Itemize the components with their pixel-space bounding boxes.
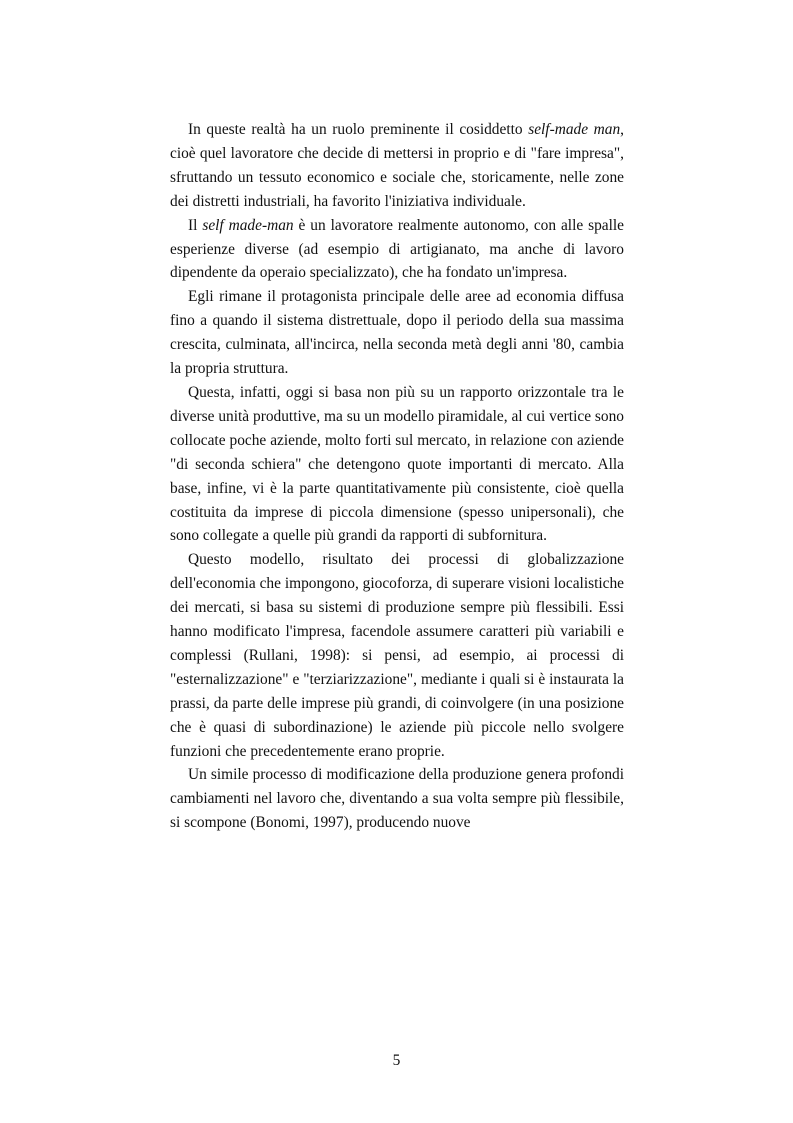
paragraph <box>170 214 624 286</box>
paragraph-text: Il <box>188 216 203 234</box>
paragraph <box>170 763 624 835</box>
italic-term: self-made man <box>528 121 621 138</box>
paragraph-text: Egli rimane il protagonista principale delle aree ad economia diffusa fino a quando il sistema distrettuale, dopo il periodo della sua massima crescita, culminata, all'incirca, nella seconda metà degli anni '80, cambia la propria struttura. <box>170 288 624 378</box>
paragraph-text: Un simile processo di modificazione della produzione genera profondi cambiamenti nel lavoro che, diventando a sua volta sempre più flessibile, si scompone (Bonomi, 1997), producendo nuove <box>170 766 624 832</box>
paragraph-text: Questo modello, risultato dei processi di globalizzazione dell'economia che impongono, giocoforza, di superare visioni localistiche dei mercati, si basa su sistemi di produzione sempre più flessibili. Essi hanno modificato l'impresa, facendole assumere caratteri più variabili e complessi (Rullani, 1998): si pensi, ad esempio, ai processi di "esternalizzazione" e "terziarizzazione", mediante i quali si è instaurata la prassi, da parte delle imprese più grandi, di coinvolgere (in una posizione che è quasi di subordinazione) le aziende più piccole nello svolgere funzioni che precedentemente erano proprie. <box>170 551 624 760</box>
page-number: 5 <box>392 1052 401 1069</box>
paragraph <box>170 285 624 381</box>
paragraph <box>170 118 624 214</box>
paragraph-text: è un lavoratore realmente autonomo, con alle spalle esperienze diverse (ad esempio di artigianato, ma anche di lavoro dipendente da operaio specializzato), che ha fondato un'impresa. <box>170 216 624 282</box>
paragraph-text: In queste realtà ha un ruolo preminente il cosiddetto <box>188 121 529 138</box>
paragraph-text: Questa, infatti, oggi si basa non più su un rapporto orizzontale tra le diverse unità produttive, ma su un modello piramidale, al cui vertice sono collocate poche aziende, molto forti sul mercato, in relazione con aziende "di seconda schiera" che detengono quote importanti di mercato. Alla base, infine, vi è la parte quantitativamente più consistente, cioè quella costituita da imprese di piccola dimensione (spesso unipersonali), che sono collegate a quelle più grandi da rapporti di subfornitura. <box>170 383 624 545</box>
paragraph <box>170 381 624 548</box>
italic-term: self made-man <box>202 216 294 234</box>
body-text <box>170 118 624 835</box>
paragraph <box>170 548 624 763</box>
paragraph-text: , cioè quel lavoratore che decide di mettersi in proprio e di "fare impresa", sfruttando un tessuto economico e sociale che, storicamente, nelle zone dei distretti industriali, ha favorito l'iniziativa individuale. <box>170 121 625 210</box>
